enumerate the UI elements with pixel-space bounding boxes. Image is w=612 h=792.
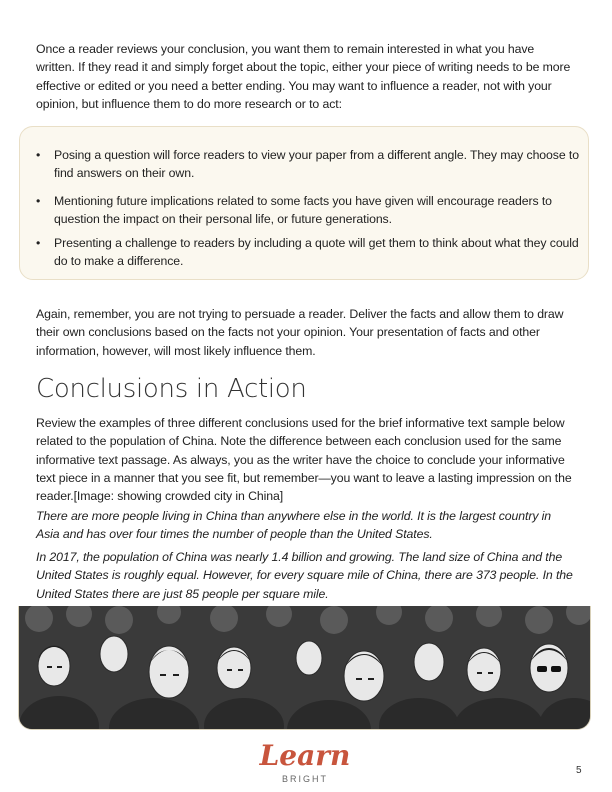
logo-subword: BRIGHT — [281, 774, 329, 784]
tip-list-item — [36, 146, 580, 183]
logo-wordmark: Learn — [259, 739, 351, 772]
section-heading: Conclusions in Action — [36, 374, 307, 404]
tip-text: Posing a question will force readers to view your paper from a different angle. They may choose to find answers on their own. — [54, 148, 579, 181]
intro-paragraph: Once a reader reviews your conclusion, you want them to remain interested in what you have written. If they read it and simply forget about the topic, either your piece of writing needs to be more effective or edited or you need a better ending. You may want to influence a reader, not with your opinion, but influence them to do more research or to act: — [36, 42, 571, 111]
tip-list-item — [36, 234, 580, 271]
sample-paragraph-1: There are more people living in China than anywhere else in the world. It is the largest country in Asia and has over four times the number of people than the United States. — [36, 509, 552, 542]
learn-bright-logo — [250, 733, 360, 789]
tips-callout-box — [19, 126, 589, 280]
bullet-icon: • — [36, 194, 41, 208]
page-number: 5 — [576, 765, 582, 776]
tip-text: Mentioning future implications related to some facts you have given will encourage readers to question the impact on their personal life, or future generations. — [54, 194, 552, 227]
crowded-city-illustration — [18, 606, 591, 730]
crowd-people-icon — [19, 606, 591, 730]
bullet-icon: • — [36, 148, 41, 162]
sample-paragraph-2: In 2017, the population of China was nearly 1.4 billion and growing. The land size of China and the United States is roughly equal. However, for every square mile of China, there are 373 people. In the United States there are just 85 people per square mile. — [36, 550, 573, 601]
tip-text: Presenting a challenge to readers by including a quote will get them to think about what they could do to make a difference. — [54, 236, 579, 269]
bullet-icon: • — [36, 236, 41, 250]
reminder-paragraph: Again, remember, you are not trying to persuade a reader. Deliver the facts and allow them to draw their own conclusions based on the facts not your opinion. Your presentation of facts and other information, however, will most likely influence them. — [36, 307, 564, 358]
tip-list-item — [36, 192, 580, 229]
review-paragraph: Review the examples of three different conclusions used for the brief informative text sample below related to the population of China. Note the difference between each conclusion used for the same informative text passage. As always, you as the writer have the choice to conclude your informative text piece in a manner that you see fit, but remember—you want to leave a lasting impression on the reader.[Image: showing crowded city in China] — [36, 416, 572, 504]
